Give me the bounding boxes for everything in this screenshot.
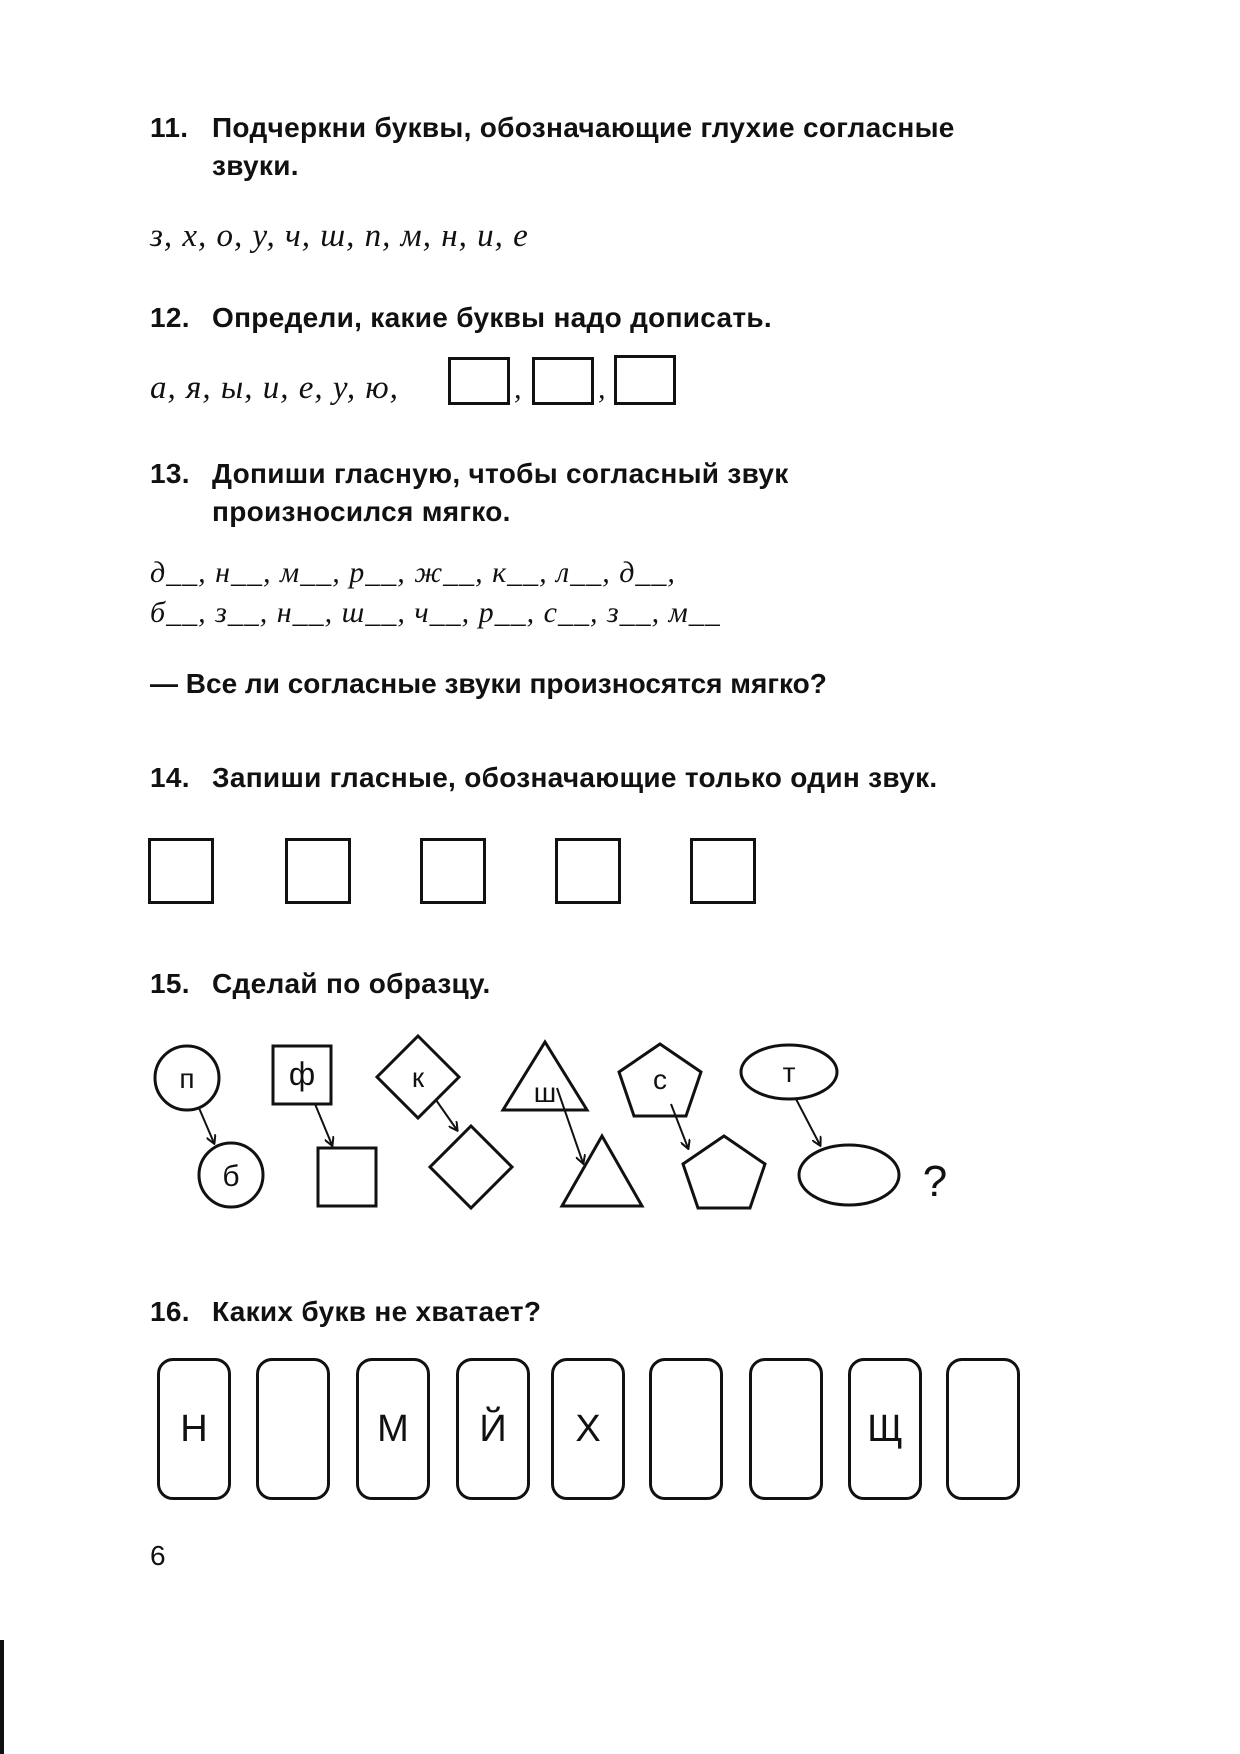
answer-ellipse-shape[interactable]: [799, 1145, 899, 1205]
task-13-row-2: б__, з__, н__, ш__, ч__, р__, с__, з__, м__: [150, 596, 721, 629]
task-11-text-line2: звуки.: [212, 150, 299, 181]
task-15-question-mark: ?: [922, 1157, 948, 1206]
scan-edge-mark: [0, 1640, 4, 1754]
letter-card-3: М: [356, 1358, 430, 1500]
answer-pentagon-shape[interactable]: [683, 1136, 765, 1208]
letter-card-4: Й: [456, 1358, 530, 1500]
task-11-number: 11.: [150, 112, 189, 143]
task-16-number: 16.: [150, 1296, 190, 1327]
task-13-number: 13.: [150, 458, 190, 489]
arrow-6: [796, 1099, 820, 1145]
task-12-separator-2: ,: [598, 372, 606, 405]
answer-diamond-shape[interactable]: [430, 1126, 512, 1208]
task-14-text: Запиши гласные, обозначающие только один звук.: [212, 762, 938, 793]
task-11-letters: з, х, о, у, ч, ш, п, м, н, и, е: [150, 218, 529, 254]
answer-letter-1: б: [222, 1160, 240, 1193]
task-15-text: Сделай по образцу.: [212, 968, 491, 999]
sample-letter-3: к: [411, 1062, 425, 1093]
task-12-text: Определи, какие буквы надо дописать.: [212, 302, 772, 333]
arrow-3: [436, 1100, 457, 1130]
task-14-number: 14.: [150, 762, 190, 793]
letter-card-9[interactable]: [946, 1358, 1020, 1500]
task-12-number: 12.: [150, 302, 190, 333]
task-12-separator-1: ,: [514, 372, 522, 405]
task-11-text-line1: Подчеркни буквы, обозначающие глухие согласные: [212, 112, 955, 143]
task-16-text: Каких букв не хватает?: [212, 1296, 542, 1327]
task-12-letters: а, я, ы, и, е, у, ю,: [150, 370, 399, 406]
sample-letter-5: с: [653, 1064, 667, 1095]
task-16-heading: [150, 1296, 541, 1328]
task-13-question: — Все ли согласные звуки произносятся мягко?: [150, 668, 827, 699]
sample-letter-6: т: [782, 1057, 796, 1088]
answer-square-shape[interactable]: [318, 1148, 376, 1206]
letter-card-1: Н: [157, 1358, 231, 1500]
letter-card-2[interactable]: [256, 1358, 330, 1500]
page-number: 6: [150, 1540, 166, 1571]
letter-card-5: Х: [551, 1358, 625, 1500]
answer-triangle-shape[interactable]: [562, 1136, 642, 1206]
letter-card-6[interactable]: [649, 1358, 723, 1500]
letter-card-8: Щ: [848, 1358, 922, 1500]
letter-card-7[interactable]: [749, 1358, 823, 1500]
arrow-2: [315, 1104, 332, 1145]
task-13-text-line1: Допиши гласную, чтобы согласный звук: [212, 458, 789, 489]
sample-letter-1: п: [179, 1063, 195, 1094]
sample-letter-2: ф: [288, 1056, 316, 1092]
arrow-1: [199, 1108, 214, 1143]
task-13-text-line2: произносился мягко.: [212, 496, 511, 527]
sample-letter-4: ш: [533, 1077, 557, 1108]
task-13-row-1: д__, н__, м__, р__, ж__, к__, л__, д__,: [150, 556, 676, 589]
task-15-number: 15.: [150, 968, 190, 999]
